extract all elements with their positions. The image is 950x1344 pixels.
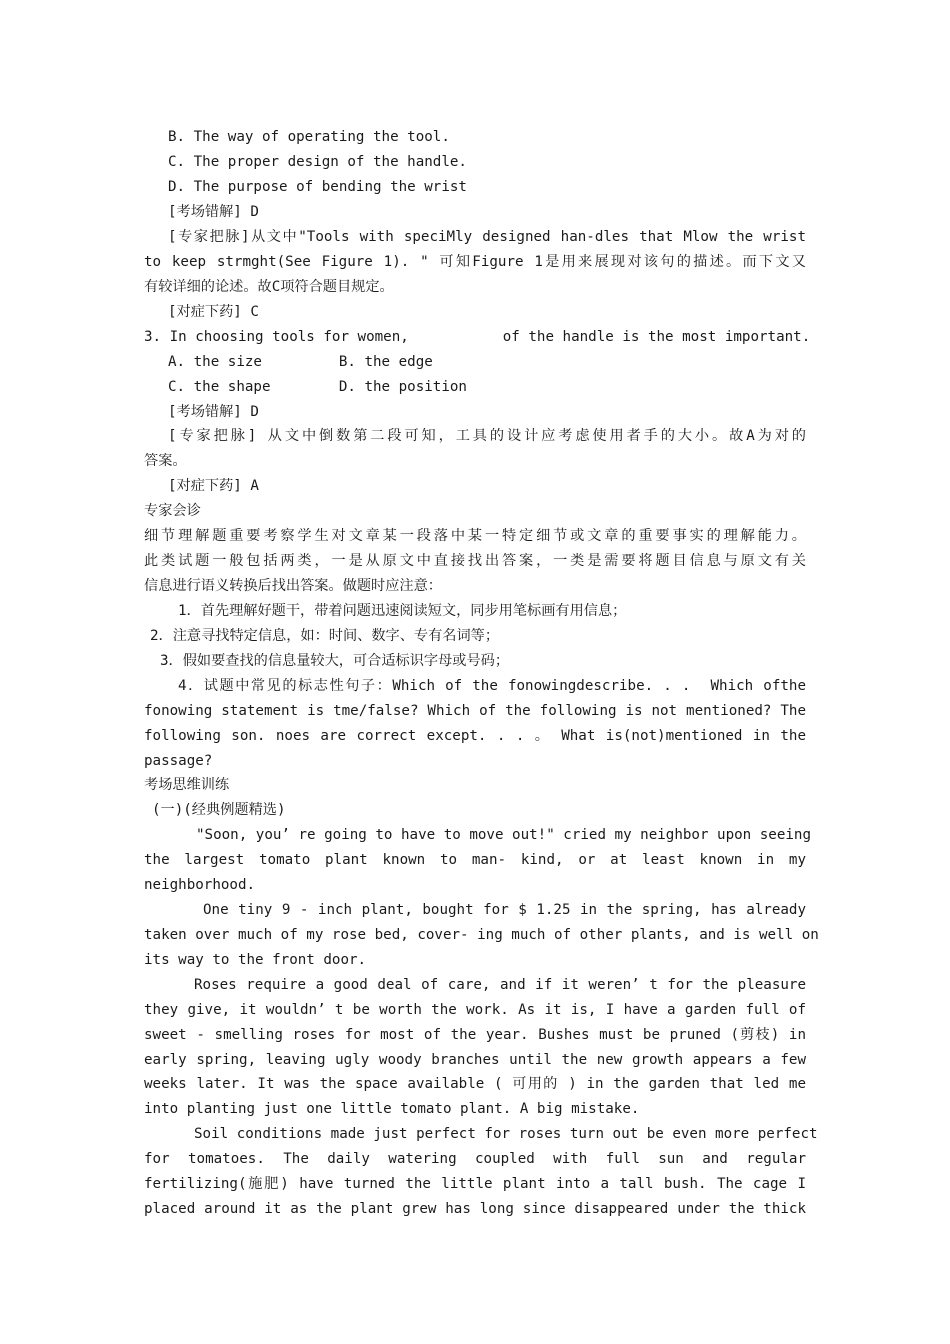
passage-p2-line-2: taken over much of my rose bed, cover- ing much of other plants, and is well on [144,927,819,943]
q3-expert-line-2: 答案。 [144,453,187,469]
expert-talk-heading: 专家会诊 [144,503,201,519]
passage-p1-line-3: neighborhood. [144,877,256,893]
passage-p4-line-2: for tomatoes. The daily watering coupled with full sun and regular [144,1151,806,1167]
q3-stem: 3. In choosing tools for women, of the handle is the most important. [144,329,811,345]
passage-p4-line-4: placed around it as the plant grew has long since disappeared under the thick [144,1201,806,1217]
q3-options-row-2: C. the shape D. the position [168,379,467,395]
passage-p1-line-1: "Soon, you’ re going to have to move out!" cried my neighbor upon seeing [196,827,811,843]
q2-option-c: C. The proper design of the handle. [168,154,467,170]
passage-p4-line-1: Soil conditions made just perfect for roses turn out be even more perfect [194,1126,818,1142]
passage-p3-line-5: weeks later. It was the space available ( 可用的 ) in the garden that led me [144,1076,806,1092]
q2-option-d: D. The purpose of bending the wrist [168,179,467,195]
passage-p3-line-3: sweet - smelling roses for most of the year. Bushes must be pruned (剪枝) in [144,1027,806,1043]
q2-expert-line-1: [专家把脉]从文中"Tools with speciMly designed han-dles that Mlow the wrist [168,229,806,245]
expert-tip-3: 3．假如要查找的信息量较大，可合适标识字母或号码； [160,653,510,669]
q3-options-row-1: A. the size B. the edge [168,354,433,370]
q3-expert-line-1: [专家把脉] 从文中倒数第二段可知，工具的设计应考虑使用者手的大小。故A为对的 [168,428,806,444]
training-subheading: (一)(经典例题精选) [152,802,286,818]
passage-p1-line-2: the largest tomato plant known to man- kind, or at least known in my [144,852,806,868]
passage-p2-line-3: its way to the front door. [144,952,367,968]
expert-talk-para-line-1: 细节理解题重要考察学生对文章某一段落中某一特定细节或文章的重要事实的理解能力。 [144,528,806,544]
expert-talk-para-line-3: 信息进行语义转换后找出答案。做题时应注意： [144,578,442,594]
passage-p2-line-1: One tiny 9 - inch plant, bought for $ 1.25 in the spring, has already [203,902,806,918]
q2-expert-line-2: to keep strmght(See Figure 1). " 可知Figure 1是用来展现对该句的描述。而下文又 [144,254,806,270]
passage-p3-line-2: they give, it wouldn’ t be worth the work. As it is, I have a garden full of [144,1002,806,1018]
training-heading: 考场思维训练 [144,777,230,793]
expert-tip-4-line-4: passage? [144,753,213,769]
q2-wrong-answer: [考场错解] D [168,204,259,220]
q2-correct-answer: [对症下药] C [168,304,259,320]
q2-expert-line-3: 有较详细的论述。故C项符合题目规定。 [144,279,394,295]
passage-p3-line-6: into planting just one little tomato plant. A big mistake. [144,1101,640,1117]
expert-talk-para-line-2: 此类试题一般包括两类，一是从原文中直接找出答案，一类是需要将题目信息与原文有关 [144,553,806,569]
expert-tip-1: 1．首先理解好题干，带着问题迅速阅读短文，同步用笔标画有用信息； [178,603,627,619]
passage-p4-line-3: fertilizing(施肥) have turned the little plant into a tall bush. The cage I [144,1176,806,1192]
expert-tip-4-line-2: fonowing statement is tme/false? Which of the following is not mentioned? The [144,703,806,719]
passage-p3-line-4: early spring, leaving ugly woody branches until the new growth appears a few [144,1052,806,1068]
q2-option-b: B. The way of operating the tool. [168,129,450,145]
passage-p3-line-1: Roses require a good deal of care, and if it weren’ t for the pleasure [194,977,806,993]
expert-tip-4-line-1: 4．试题中常见的标志性句子：Which of the fonowingdescribe. . . Which ofthe [178,678,806,694]
expert-tip-4-line-3: following son. noes are correct except. . . 。 What is(not)mentioned in the [144,728,806,744]
expert-tip-2: 2．注意寻找特定信息，如：时间、数字、专有名词等； [150,628,500,644]
q3-correct-answer: [对症下药] A [168,478,259,494]
q3-wrong-answer: [考场错解] D [168,404,259,420]
